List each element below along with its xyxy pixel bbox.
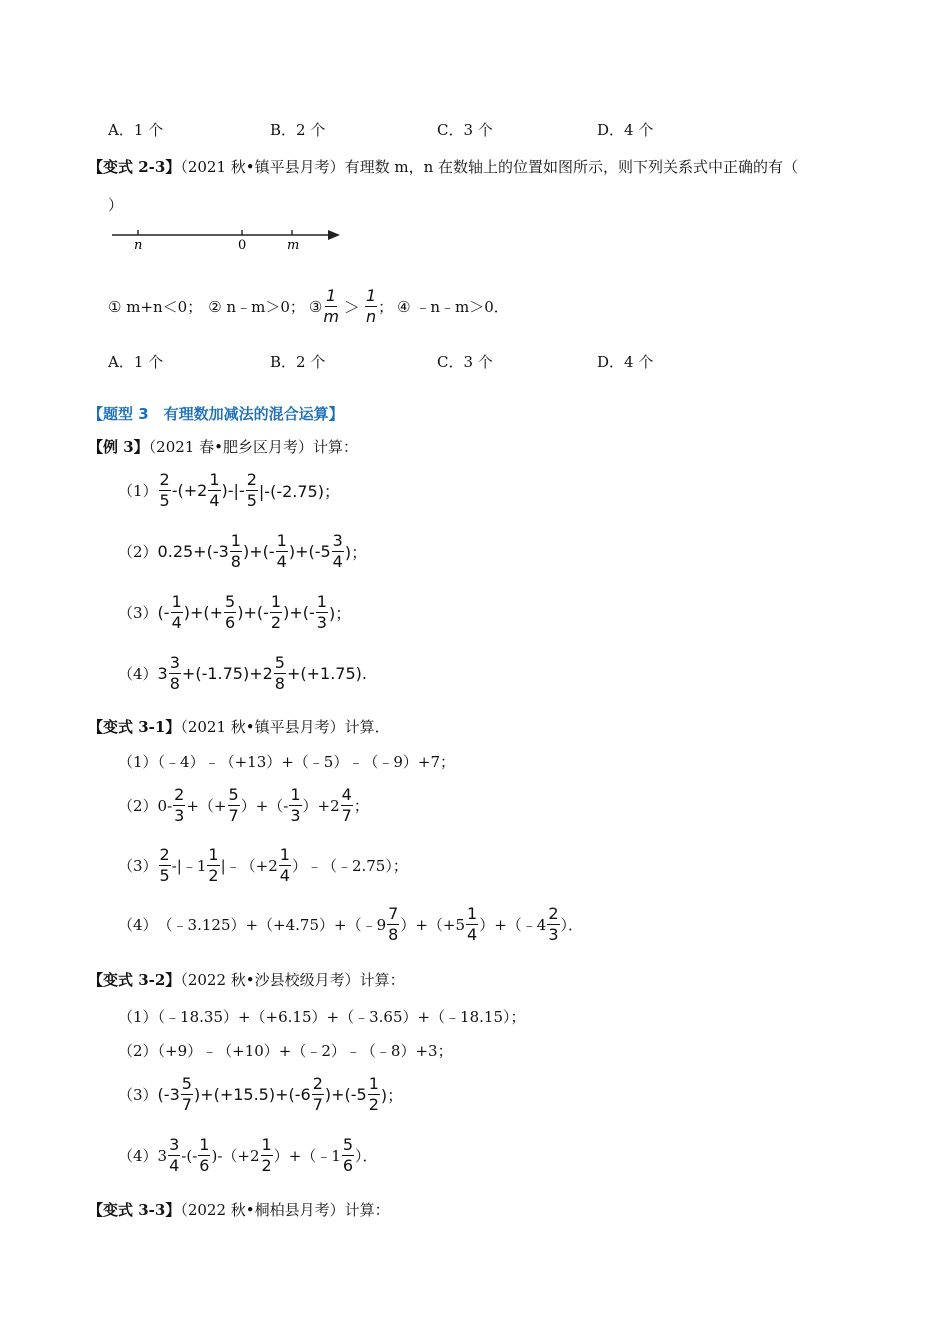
question-source: （2021 秋•镇平县月考） (180, 158, 345, 176)
expression-text: )+(- (242, 542, 275, 561)
expression-text: ）． (355, 1147, 378, 1165)
fraction: $\frac{3}{4}$ (169, 1135, 180, 1175)
fraction: $\frac{1}{6}$ (199, 1135, 210, 1175)
fraction: $\frac{1}{2}$ (368, 1074, 379, 1114)
expression-text: )+(+15.5)+(-6 (193, 1085, 311, 1104)
question-stem (88, 969, 405, 990)
expression-text: 0.25+(-3 (157, 542, 229, 561)
statement-3-end: ； (378, 298, 394, 316)
fraction: $\frac{1}{4}$ (279, 845, 290, 885)
problem-number: （3） (118, 1086, 158, 1104)
fraction: $\frac{5}{7}$ (181, 1074, 192, 1114)
fraction: $\frac{2}{5}$ (159, 470, 170, 510)
expression-text: ）+（- (240, 797, 289, 815)
question-label: 【变式 3-2】 (88, 971, 181, 989)
number-line-arrow (328, 230, 340, 240)
expression-text: )-（+2 (211, 1147, 260, 1165)
problem-3 (118, 594, 351, 631)
fraction-1-over-m: $\frac{1}{m}$ (323, 286, 339, 326)
question-stem (88, 1199, 390, 1220)
fraction: $\frac{4}{7}$ (341, 785, 352, 825)
expression-text: )-|- (221, 481, 245, 500)
problem-2: （2）（+9）﹣（+10）+（﹣2）﹣（﹣8）+3； (118, 1042, 453, 1060)
expression-text: )； (380, 1086, 404, 1105)
problem-number: （3） (118, 604, 158, 622)
fraction: $\frac{1}{8}$ (230, 531, 241, 571)
expression-text: -(- (181, 1146, 198, 1165)
option-b: B．2 个 (270, 353, 326, 371)
fraction: $\frac{2}{5}$ (159, 845, 170, 885)
expression-text: +(-1.75)+2 (181, 664, 273, 683)
statement-4: ④ ﹣n﹣m＞0． (397, 298, 509, 316)
expression-text: )+(+ (183, 603, 224, 622)
question-source: （2022 秋•桐柏县月考）计算： (180, 1201, 390, 1219)
question-text: 有理数 m，n 在数轴上的位置如图所示，则下列关系式中正确的有（ (344, 158, 799, 176)
problem-1: （1）（﹣4）﹣（+13）+（﹣5）﹣（﹣9）+7； (118, 753, 456, 771)
question-stem (88, 156, 798, 177)
expression-text: )+(- (283, 603, 315, 622)
expression-text: ）+2 (302, 797, 340, 815)
fraction-1-over-n: $\frac{1}{n}$ (365, 286, 377, 326)
fraction: $\frac{1}{4}$ (209, 470, 220, 510)
question-stem (88, 716, 390, 737)
option-a: A．1 个 (108, 121, 164, 139)
fraction: $\frac{1}{2}$ (270, 592, 282, 632)
problem-2 (118, 533, 367, 570)
question-label: 【变式 3-1】 (88, 718, 181, 736)
expression-text: +（+ (186, 797, 227, 815)
section-heading: 【题型 3 有理数加减法的混合运算】 (88, 405, 344, 423)
expression-text: +(+1.75). (286, 664, 367, 683)
question-source: （2022 秋•沙县校级月考）计算： (180, 971, 405, 989)
expression-text: )； (328, 604, 352, 623)
fraction: $\frac{1}{3}$ (316, 592, 327, 632)
option-a: A．1 个 (108, 353, 164, 371)
option-c: C．3 个 (437, 121, 493, 139)
problem-number: （2） (118, 543, 158, 561)
option-d: D．4 个 (597, 353, 654, 371)
fraction: $\frac{2}{3}$ (548, 904, 559, 944)
problem-3 (118, 1076, 403, 1113)
question-source: （2021 秋•镇平县月考）计算． (180, 718, 390, 736)
fraction: $\frac{2}{7}$ (312, 1074, 323, 1114)
expression-text: |-(-2.75)； (258, 482, 340, 501)
problem-number: （4） (118, 916, 158, 934)
expression-text: -|﹣1 (171, 857, 207, 875)
problem-1: （1）（﹣18.35）+（+6.15）+（﹣3.65）+（﹣18.15）； (118, 1008, 526, 1026)
expression-text: ）． (560, 916, 584, 934)
expression-text: ； (353, 797, 369, 815)
statement-3-marker: ③ (308, 297, 323, 316)
expression-text: ）+（+5 (400, 916, 466, 934)
expression-text: )； (344, 543, 368, 562)
question-stem (88, 436, 358, 457)
fraction: $\frac{5}{7}$ (228, 785, 239, 825)
fraction: $\frac{7}{8}$ (388, 904, 399, 944)
problem-number: （3） (118, 857, 158, 875)
fraction: $\frac{5}{6}$ (342, 1135, 354, 1175)
problem-number: （2） (118, 797, 158, 815)
expression-text: -(+2 (171, 481, 208, 500)
fraction: $\frac{2}{3}$ (174, 785, 185, 825)
problem-number: （4） (118, 665, 158, 683)
fraction: $\frac{1}{2}$ (261, 1135, 272, 1175)
fraction: $\frac{1}{4}$ (467, 904, 478, 944)
expression-text: 3 (157, 1146, 168, 1165)
problem-number: （4） (118, 1147, 158, 1165)
greater-than-sign: ＞ (343, 298, 360, 317)
number-line-figure (110, 222, 350, 256)
problem-4 (118, 906, 583, 943)
statement-1: ① m+n＜0； (108, 298, 203, 316)
question-source: （2021 春•肥乡区月考）计算： (148, 438, 358, 456)
question-label: 【变式 3-3】 (88, 1201, 181, 1219)
problem-3 (118, 847, 408, 884)
problem-2 (118, 787, 369, 824)
statement-2: ② n﹣m＞0； (208, 298, 305, 316)
expression-text: ）+（﹣4 (479, 916, 547, 934)
fraction: $\frac{1}{4}$ (276, 531, 287, 571)
label-zero: 0 (238, 238, 247, 253)
fraction: $\frac{1}{2}$ (208, 845, 219, 885)
expression-text: (-3 (157, 1085, 180, 1104)
expression-text: (- (157, 603, 170, 622)
option-d: D．4 个 (597, 121, 654, 139)
problem-4 (118, 655, 367, 692)
fraction: $\frac{3}{4}$ (332, 531, 343, 571)
expression-text: |﹣（+2 (220, 857, 278, 875)
problem-1 (118, 472, 340, 509)
expression-text: ）+（﹣1 (273, 1147, 341, 1165)
option-b: B．2 个 (270, 121, 326, 139)
expression-text: （﹣3.125）+（+4.75）+（﹣9 (157, 916, 387, 934)
fraction: $\frac{1}{3}$ (290, 785, 301, 825)
expression-text: )+(- (237, 603, 269, 622)
expression-text: 3 (157, 664, 168, 683)
fraction: $\frac{3}{8}$ (169, 653, 180, 693)
fraction: $\frac{5}{6}$ (225, 592, 236, 632)
statements-line (108, 288, 509, 325)
question-label: 【变式 2-3】 (88, 158, 181, 176)
option-c: C．3 个 (437, 353, 493, 371)
fraction: $\frac{5}{8}$ (274, 653, 285, 693)
label-n: n (134, 238, 143, 253)
fraction: $\frac{2}{5}$ (246, 470, 257, 510)
fraction: $\frac{1}{4}$ (171, 592, 182, 632)
question-stem-end: ） (108, 196, 124, 214)
problem-number: （1） (118, 482, 158, 500)
expression-text: )+(-5 (288, 542, 331, 561)
expression-text: 0- (157, 796, 173, 815)
expression-text: )+(-5 (324, 1085, 367, 1104)
problem-4 (118, 1137, 378, 1174)
expression-text: ）﹣（﹣2.75）； (291, 857, 408, 875)
label-m: m (287, 238, 300, 253)
question-label: 【例 3】 (88, 438, 149, 456)
